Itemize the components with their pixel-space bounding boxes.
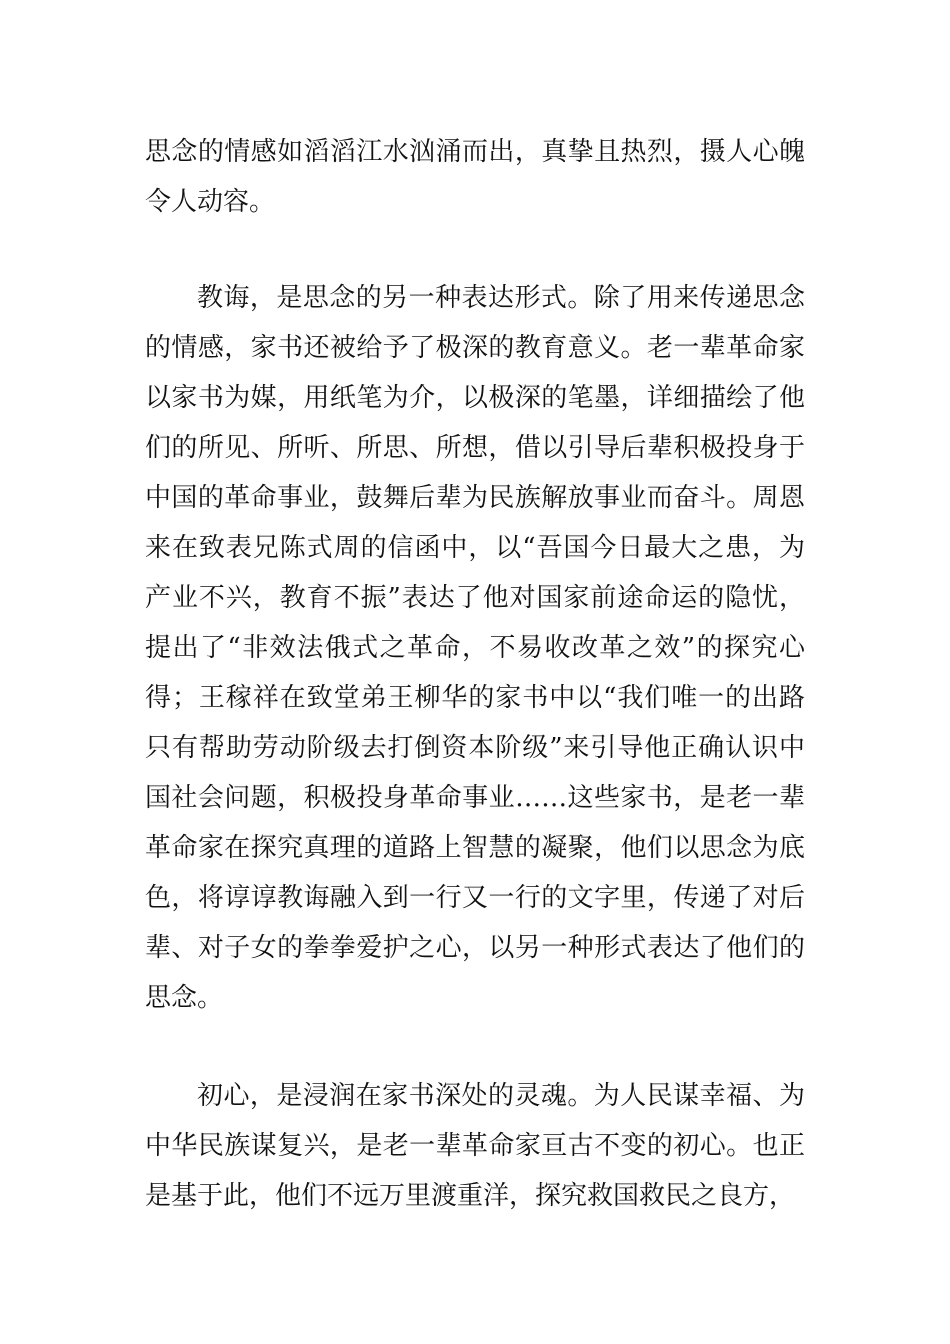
paragraph-original-aspiration: 初心，是浸润在家书深处的灵魂。为人民谋幸福、为中华民族谋复兴，是老一辈革命家亘古不变的初心。也正是基于此，他们不远万里渡重洋，探究救国救民之良方， — [145, 1081, 805, 1211]
paragraph-teaching: 教诲，是思念的另一种表达形式。除了用来传递思念的情感，家书还被给予了极深的教育意义。老一辈革命家以家书为媒，用纸笔为介，以极深的笔墨，详细描绘了他们的所见、所听、所思、所想，借以引导后辈积极投身于中国的革命事业，鼓舞后辈为民族解放事业而奋斗。周恩来在致表兄陈式周的信函中，以“吾国今日最大之患，为产业不兴，教育不振”表达了他对国家前途命运的隐忧，提出了“非效法俄式之革命，不易收改革之效”的探究心得；王稼祥在致堂弟王柳华的家书中以“我们唯一的出路只有帮助劳动阶级去打倒资本阶级”来引导他正确认识中国社会问题，积极投身革命事业……这些家书，是老一辈革命家在探究真理的道路上智慧的凝聚，他们以思念为底色，将谆谆教诲融入到一行又一行的文字里，传递了对后辈、对子女的拳拳爱护之心，以另一种形式表达了他们的思念。 — [145, 283, 805, 1013]
paragraph-continuation: 思念的情感如滔滔江水汹涌而出，真挚且热烈，摄人心魄令人动容。 — [145, 137, 805, 217]
